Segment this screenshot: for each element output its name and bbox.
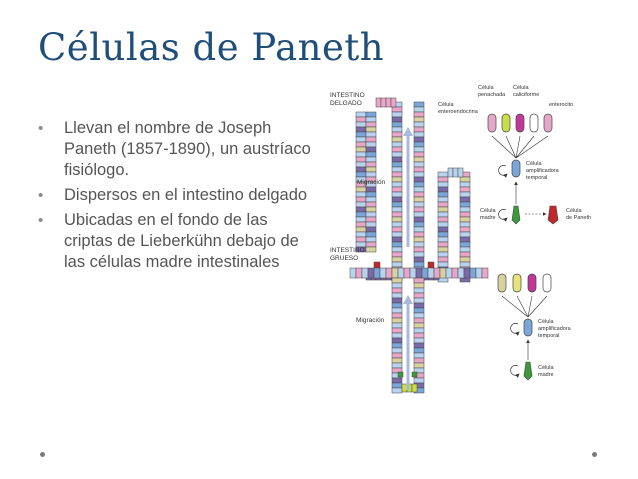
- epithelial-cell: [392, 308, 402, 313]
- epithelial-cell: [392, 333, 402, 338]
- epithelial-cell: [414, 343, 424, 348]
- epithelial-cell: [392, 142, 402, 147]
- epithelial-cell: [366, 207, 376, 212]
- footer-dot-right: [592, 452, 597, 457]
- epithelial-cell: [366, 167, 376, 172]
- epithelial-cell: [460, 222, 470, 227]
- epithelial-cell: [392, 293, 402, 298]
- epithelial-cell: [404, 268, 410, 278]
- bullet-dot-icon: •: [38, 120, 44, 137]
- epithelial-cell: [414, 222, 424, 227]
- epithelial-cell: [414, 157, 424, 162]
- migration-label-small: Migración: [357, 179, 386, 186]
- epithelial-cell: [392, 353, 402, 358]
- bullet-dot-icon: •: [38, 212, 44, 229]
- epithelial-cell: [414, 288, 424, 293]
- epithelial-cell: [392, 383, 402, 388]
- epithelial-cell: [398, 268, 404, 278]
- epithelial-cell: [392, 242, 402, 247]
- epithelial-cell: [392, 177, 402, 182]
- epithelial-cell: [350, 268, 356, 278]
- bullet-item: [36, 185, 316, 206]
- small-intestine-label-1: INTESTINO: [330, 92, 365, 99]
- epithelial-cell: [438, 187, 448, 192]
- epithelial-cell: [366, 222, 376, 227]
- migration-arrowhead-large: [403, 295, 413, 304]
- epithelial-cell: [356, 217, 366, 222]
- footer-dot-left: [40, 452, 45, 457]
- epithelial-cell: [452, 268, 458, 278]
- epithelial-cell: [392, 288, 402, 293]
- label-penachada-1: Célula: [478, 85, 494, 91]
- lineage-arrows-small: [492, 136, 548, 158]
- epithelial-cell: [460, 192, 470, 197]
- epithelial-cell: [392, 212, 402, 217]
- epithelial-cell: [414, 122, 424, 127]
- epithelial-cell: [402, 384, 407, 392]
- epithelial-cell: [414, 207, 424, 212]
- epithelial-cell: [412, 372, 417, 377]
- epithelial-cell: [448, 168, 453, 177]
- epithelial-cell: [366, 227, 376, 232]
- epithelial-cell: [392, 117, 402, 122]
- epithelial-cell: [392, 217, 402, 222]
- label-enterocito: enterocito: [549, 102, 574, 108]
- epithelial-cell: [414, 278, 424, 283]
- bullet-dot-icon: •: [38, 187, 44, 204]
- epithelial-cell: [366, 142, 376, 147]
- epithelial-cell: [438, 192, 448, 197]
- epithelial-cell: [460, 242, 470, 247]
- epithelial-cell: [392, 137, 402, 142]
- epithelial-cell: [414, 353, 424, 358]
- epithelial-cell: [392, 388, 402, 393]
- epithelial-cell: [460, 257, 470, 262]
- epithelial-cell: [438, 172, 448, 177]
- epithelial-cell: [416, 268, 422, 278]
- bullet-text: Dispersos en el intestino delgado: [64, 186, 308, 204]
- lineage-top-cells-large: [498, 274, 551, 292]
- epithelial-cell: [356, 132, 366, 137]
- epithelial-cell: [356, 122, 366, 127]
- epithelial-cell: [414, 283, 424, 288]
- epithelial-cell: [460, 252, 470, 257]
- epithelial-cell: [414, 242, 424, 247]
- epithelial-cell: [414, 308, 424, 313]
- epithelial-cell: [381, 98, 386, 107]
- epithelial-cell: [414, 147, 424, 152]
- epithelial-cell: [392, 313, 402, 318]
- epithelial-cell: [392, 252, 402, 257]
- epithelial-cell: [392, 187, 402, 192]
- epithelial-cell: [366, 237, 376, 242]
- amplifying-cell-small: [512, 160, 520, 177]
- label-madre-large-2: madre: [538, 372, 554, 378]
- self-renew-arrow-large: [511, 323, 519, 333]
- intestine-diagram: [320, 72, 605, 400]
- epithelial-cell: [414, 378, 424, 383]
- epithelial-cell: [356, 207, 366, 212]
- epithelial-cell: [414, 237, 424, 242]
- epithelial-cell: [438, 217, 448, 222]
- epithelial-cell: [438, 257, 448, 262]
- epithelial-cell: [392, 112, 402, 117]
- intestine-diagram-svg: [320, 72, 605, 400]
- epithelial-cell: [366, 187, 376, 192]
- epithelial-cell: [392, 278, 402, 283]
- epithelial-cell: [428, 268, 434, 278]
- epithelial-cell: [422, 268, 428, 278]
- label-paneth-1: Célula: [566, 208, 582, 214]
- epithelial-cell: [392, 147, 402, 152]
- stem-cell-large: [524, 362, 532, 380]
- epithelial-cell: [460, 247, 470, 252]
- label-caliciforme-1: Célula: [513, 85, 529, 91]
- epithelial-cell: [414, 137, 424, 142]
- epithelial-cell: [458, 168, 463, 177]
- epithelial-cell: [356, 212, 366, 217]
- epithelial-cell: [438, 227, 448, 232]
- epithelial-cell: [392, 348, 402, 353]
- epithelial-cell: [460, 202, 470, 207]
- epithelial-cell: [366, 127, 376, 132]
- epithelial-cell: [414, 313, 424, 318]
- epithelial-cell: [438, 212, 448, 217]
- epithelial-cell: [414, 217, 424, 222]
- epithelial-cell: [438, 232, 448, 237]
- epithelial-cell: [392, 167, 402, 172]
- epithelial-cell: [366, 202, 376, 207]
- label-amplificadora-1: Célula: [526, 161, 542, 167]
- label-caliciforme-2: caliciforme: [513, 92, 540, 98]
- bullet-text: Llevan el nombre de Joseph Paneth (1857-1890), un austríaco fisiólogo.: [64, 119, 311, 179]
- epithelial-cell: [414, 127, 424, 132]
- self-renew-arrow-stem-large: [511, 365, 519, 375]
- epithelial-cell: [414, 107, 424, 112]
- epithelial-cell: [356, 268, 362, 278]
- epithelial-cell: [392, 283, 402, 288]
- epithelial-cell: [392, 298, 402, 303]
- bullet-item: [36, 118, 316, 181]
- large-intestine-label-2: GRUESO: [330, 255, 359, 262]
- epithelial-cell: [392, 182, 402, 187]
- epithelial-cell: [460, 182, 470, 187]
- epithelial-cell: [356, 227, 366, 232]
- epithelial-cell: [414, 252, 424, 257]
- epithelial-cell: [414, 232, 424, 237]
- epithelial-cell: [368, 268, 374, 278]
- epithelial-cell: [414, 358, 424, 363]
- bullet-text: Ubicadas en el fondo de las criptas de Lieberkühn debajo de las células madre intestinales: [64, 211, 299, 271]
- epithelial-cell: [366, 212, 376, 217]
- epithelial-cell: [356, 222, 366, 227]
- epithelial-cell: [414, 177, 424, 182]
- epithelial-cell: [392, 343, 402, 348]
- epithelial-cell: [414, 227, 424, 232]
- epithelial-cell: [392, 358, 402, 363]
- amplifying-cell-large: [524, 319, 532, 336]
- label-madre-large-1: Célula: [538, 365, 554, 371]
- epithelial-cell: [460, 187, 470, 192]
- epithelial-cell: [356, 142, 366, 147]
- epithelial-cell: [446, 268, 452, 278]
- slide-title: Células de Paneth: [38, 26, 385, 69]
- epithelial-cell: [414, 212, 424, 217]
- epithelial-cell: [362, 268, 368, 278]
- epithelial-cell: [392, 318, 402, 323]
- epithelial-cell: [460, 197, 470, 202]
- epithelial-cell: [438, 202, 448, 207]
- epithelial-cell: [414, 167, 424, 172]
- epithelial-cell: [374, 268, 380, 278]
- epithelial-cell: [414, 192, 424, 197]
- epithelial-cell: [392, 202, 402, 207]
- epithelial-cell: [392, 172, 402, 177]
- epithelial-cell: [414, 162, 424, 167]
- epithelial-cell: [414, 187, 424, 192]
- label-amplificadora-large-2: amplificadora: [538, 326, 571, 332]
- epithelial-cell: [356, 192, 366, 197]
- epithelial-cell: [438, 262, 448, 267]
- epithelial-cell: [356, 197, 366, 202]
- epithelial-cell: [414, 328, 424, 333]
- epithelial-cell: [414, 348, 424, 353]
- epithelial-cell: [438, 237, 448, 242]
- bullet-list: [36, 118, 316, 277]
- epithelial-cell: [414, 142, 424, 147]
- epithelial-cell: [438, 197, 448, 202]
- epithelial-cell: [392, 157, 402, 162]
- label-madre-2: madre: [480, 215, 496, 221]
- epithelial-cell: [453, 168, 458, 177]
- label-amplificadora-3: temporal: [526, 175, 548, 181]
- epithelial-cell: [414, 102, 424, 107]
- epithelial-cell: [366, 132, 376, 137]
- epithelial-cell: [438, 177, 448, 182]
- epithelial-cell: [438, 207, 448, 212]
- epithelial-cell: [356, 237, 366, 242]
- label-enteroendocrina-2: enteroendocrina: [438, 109, 478, 115]
- epithelial-cell: [438, 247, 448, 252]
- epithelial-cell: [356, 187, 366, 192]
- epithelial-cell: [392, 122, 402, 127]
- label-amplificadora-large-3: temporal: [538, 333, 560, 339]
- label-enteroendocrina-1: Célula: [438, 102, 454, 108]
- epithelial-cell: [414, 172, 424, 177]
- migration-arrowhead: [403, 127, 413, 136]
- epithelial-cell: [366, 162, 376, 167]
- epithelial-cell: [356, 167, 366, 172]
- epithelial-cell: [414, 132, 424, 137]
- epithelial-cell: [392, 323, 402, 328]
- lineage-arrows-large: [502, 296, 547, 317]
- epithelial-cell: [392, 257, 402, 262]
- epithelial-cell: [414, 323, 424, 328]
- epithelial-cell: [366, 112, 376, 117]
- epithelial-cell: [392, 363, 402, 368]
- epithelial-cell: [438, 252, 448, 257]
- epithelial-cell: [380, 268, 386, 278]
- epithelial-cell: [414, 117, 424, 122]
- small-intestine-label-2: DELGADO: [330, 100, 362, 107]
- epithelial-cell: [366, 217, 376, 222]
- epithelial-cell: [392, 268, 398, 278]
- epithelial-cell: [392, 227, 402, 232]
- epithelial-cell: [392, 152, 402, 157]
- epithelial-cell: [392, 262, 402, 267]
- epithelial-cell: [460, 232, 470, 237]
- epithelial-cell: [356, 112, 366, 117]
- epithelial-cell: [366, 247, 376, 252]
- epithelial-cell: [482, 268, 488, 278]
- large-intestine-label-1: INTESTINO: [330, 247, 365, 254]
- epithelial-cell: [356, 232, 366, 237]
- epithelial-cell: [366, 152, 376, 157]
- epithelial-cell: [386, 268, 392, 278]
- epithelial-cell: [392, 328, 402, 333]
- epithelial-cell: [386, 98, 391, 107]
- epithelial-cell: [366, 197, 376, 202]
- epithelial-cell: [366, 147, 376, 152]
- label-penachada-2: penachada: [478, 92, 506, 98]
- epithelial-cell: [414, 363, 424, 368]
- migration-label-large: Migración: [356, 317, 385, 324]
- epithelial-cell: [392, 237, 402, 242]
- epithelial-cell: [392, 107, 402, 112]
- epithelial-cell: [476, 268, 482, 278]
- epithelial-cell: [356, 172, 366, 177]
- epithelial-cell: [428, 262, 434, 268]
- label-amplificadora-2: amplificadora: [526, 168, 559, 174]
- epithelial-cell: [414, 293, 424, 298]
- epithelial-cell: [414, 262, 424, 267]
- epithelial-cell: [460, 237, 470, 242]
- epithelial-cell: [366, 122, 376, 127]
- epithelial-cell: [412, 384, 417, 392]
- epithelial-cell: [366, 117, 376, 122]
- epithelial-cell: [366, 172, 376, 177]
- epithelial-cell: [440, 268, 446, 278]
- epithelial-cell: [356, 162, 366, 167]
- epithelial-cell: [460, 262, 470, 267]
- epithelial-cell: [398, 372, 403, 377]
- label-madre-1: Célula: [480, 208, 496, 214]
- epithelial-cell: [460, 177, 470, 182]
- epithelial-cell: [392, 132, 402, 137]
- bullet-item: [36, 210, 316, 273]
- epithelial-cell: [414, 333, 424, 338]
- epithelial-cell: [356, 152, 366, 157]
- epithelial-cell: [414, 112, 424, 117]
- epithelial-cell: [356, 147, 366, 152]
- epithelial-cell: [414, 152, 424, 157]
- epithelial-cell: [392, 207, 402, 212]
- epithelial-cell: [356, 127, 366, 132]
- epithelial-cell: [414, 247, 424, 252]
- epithelial-cell: [414, 197, 424, 202]
- epithelial-cell: [460, 217, 470, 222]
- epithelial-cell: [410, 268, 416, 278]
- epithelial-cell: [414, 182, 424, 187]
- epithelial-cell: [376, 98, 381, 107]
- epithelial-cell: [392, 192, 402, 197]
- epithelial-cell: [366, 137, 376, 142]
- epithelial-cell: [356, 157, 366, 162]
- epithelial-cell: [414, 257, 424, 262]
- epithelial-cell: [438, 182, 448, 187]
- epithelial-cell: [356, 202, 366, 207]
- epithelial-cell: [356, 137, 366, 142]
- epithelial-cell: [392, 232, 402, 237]
- epithelial-cell: [392, 127, 402, 132]
- epithelial-cell: [374, 262, 380, 268]
- self-renew-arrow-stem: [499, 209, 507, 219]
- epithelial-cell: [392, 197, 402, 202]
- self-renew-arrow: [499, 165, 507, 175]
- paneth-cell: [548, 206, 558, 224]
- lineage-top-cells-small: [488, 114, 552, 132]
- label-amplificadora-large-1: Célula: [538, 319, 554, 325]
- epithelial-cell: [366, 232, 376, 237]
- epithelial-cell: [366, 242, 376, 247]
- label-paneth-2: de Paneth: [566, 215, 592, 221]
- epithelial-cell: [392, 338, 402, 343]
- epithelial-cell: [470, 268, 476, 278]
- epithelial-cell: [392, 247, 402, 252]
- epithelial-cell: [460, 212, 470, 217]
- epithelial-cell: [414, 318, 424, 323]
- epithelial-cell: [392, 303, 402, 308]
- epithelial-cell: [366, 192, 376, 197]
- epithelial-cell: [460, 207, 470, 212]
- epithelial-cell: [414, 303, 424, 308]
- epithelial-cell: [434, 268, 440, 278]
- epithelial-cell: [392, 222, 402, 227]
- epithelial-cell: [458, 268, 464, 278]
- epithelial-cell: [366, 157, 376, 162]
- small-intestine-crypt: [356, 98, 470, 282]
- epithelial-cell: [460, 227, 470, 232]
- epithelial-cell: [464, 268, 470, 278]
- epithelial-cell: [414, 202, 424, 207]
- epithelial-cell: [356, 117, 366, 122]
- epithelial-cell: [414, 298, 424, 303]
- stem-cell-small: [512, 206, 520, 224]
- epithelial-cell: [392, 378, 402, 383]
- epithelial-cell: [392, 162, 402, 167]
- epithelial-cell: [438, 222, 448, 227]
- epithelial-cell: [438, 242, 448, 247]
- large-intestine-crypt: [350, 268, 488, 393]
- epithelial-cell: [414, 338, 424, 343]
- epithelial-cell: [391, 98, 396, 107]
